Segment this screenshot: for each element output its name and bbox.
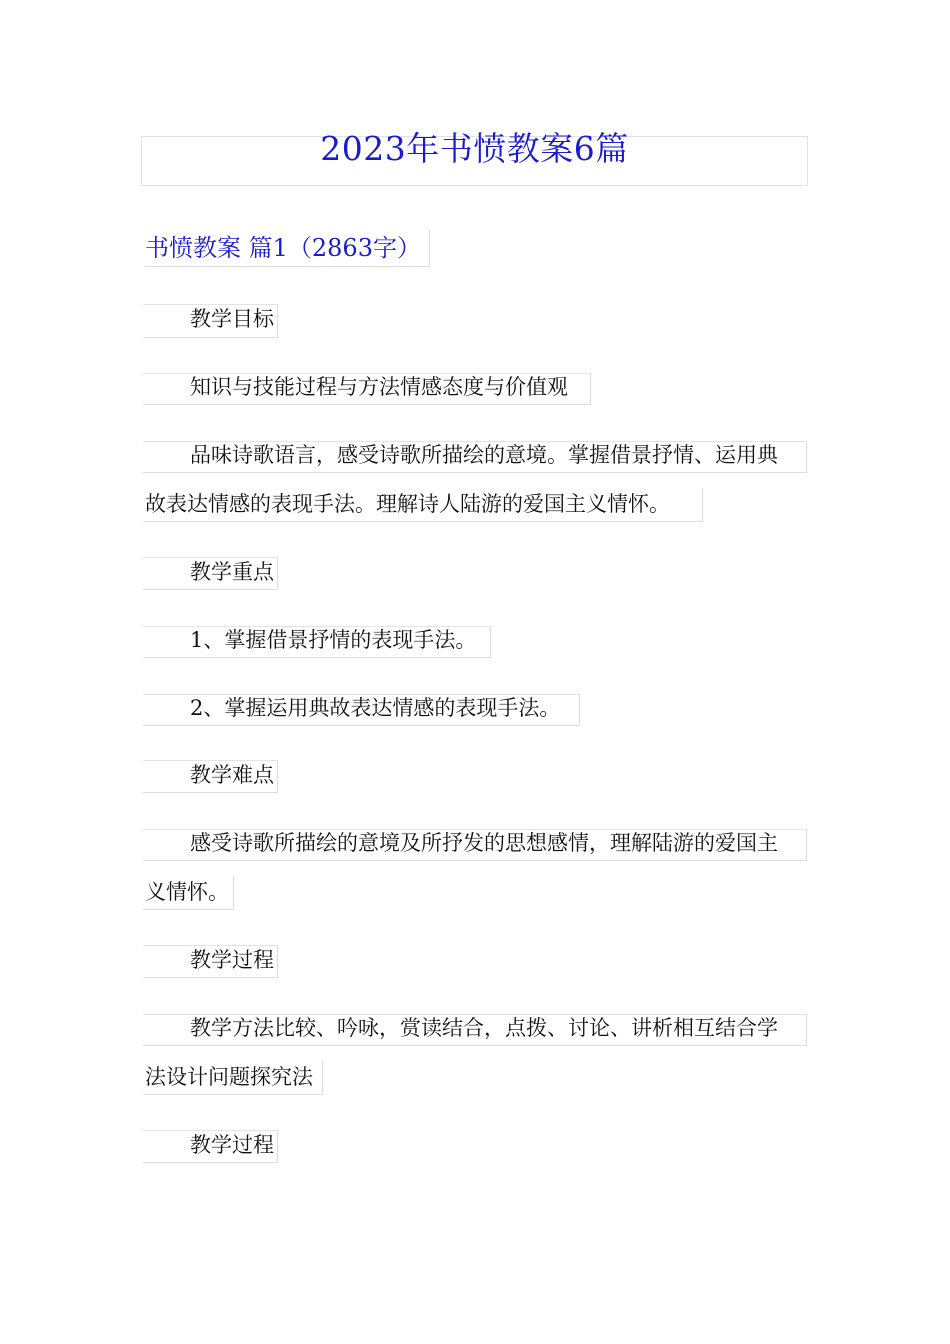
paragraph-process-heading: 教学过程 bbox=[190, 948, 274, 972]
paragraph-key-point-1: 1、掌握借景抒情的表现手法。 bbox=[190, 628, 477, 652]
paragraph-key-points-heading: 教学重点 bbox=[190, 560, 274, 584]
section-heading: 书愤教案 篇1（2863字） bbox=[145, 230, 430, 267]
document-title: 2023年书愤教案6篇 bbox=[320, 129, 629, 168]
paragraph-dimensions: 知识与技能过程与方法情感态度与价值观 bbox=[190, 375, 568, 399]
paragraph-methods-line1: 教学方法比较、吟咏，赏读结合，点拨、讨论、讲析相互结合学 bbox=[190, 1016, 778, 1040]
paragraph-methods-line2: 法设计问题探究法 bbox=[145, 1065, 313, 1089]
paragraph-teaching-goals: 教学目标 bbox=[190, 307, 274, 331]
paragraph-difficulties-heading: 教学难点 bbox=[190, 763, 274, 787]
paragraph-process-heading-2: 教学过程 bbox=[190, 1133, 274, 1157]
paragraph-difficulties-line1: 感受诗歌所描绘的意境及所抒发的思想感情，理解陆游的爱国主 bbox=[190, 831, 778, 855]
paragraph-difficulties-line2: 义情怀。 bbox=[145, 880, 229, 904]
paragraph-key-point-2: 2、掌握运用典故表达情感的表现手法。 bbox=[190, 696, 561, 720]
paragraph-objectives-line1: 品味诗歌语言，感受诗歌所描绘的意境。掌握借景抒情、运用典 bbox=[190, 443, 778, 467]
paragraph-objectives-line2: 故表达情感的表现手法。理解诗人陆游的爱国主义情怀。 bbox=[145, 492, 670, 516]
